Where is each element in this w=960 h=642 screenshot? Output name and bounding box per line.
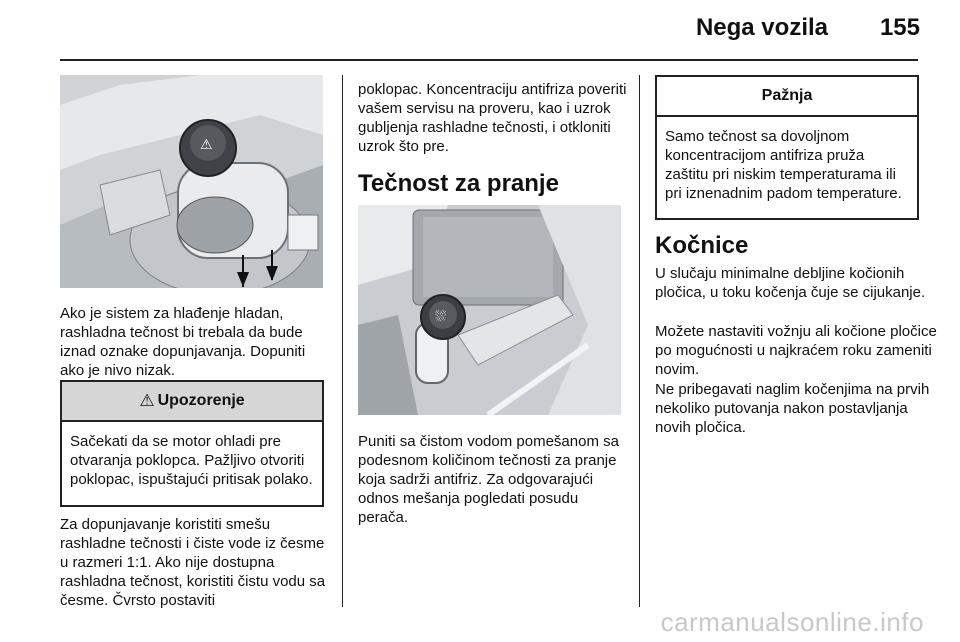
- svg-text:⛆: ⛆: [435, 309, 447, 325]
- warning-box-title: Upozorenje: [157, 392, 245, 409]
- washer-fluid-reservoir-photo: [358, 205, 621, 415]
- coolant-reservoir-photo: [60, 75, 323, 288]
- watermark: carmanualsonline.info: [660, 607, 924, 637]
- brakes-heading: Kočnice: [655, 232, 749, 259]
- note-box-header: [657, 77, 917, 117]
- page-header-title: Nega vozila: [695, 14, 828, 41]
- brake-pad-wear-paragraph: U slučaju minimalne debljine kočionih pločica, u toku kočenja čuje se cijukanje.: [655, 265, 926, 301]
- washer-fluid-paragraph: Puniti sa čistom vodom pomešanom sa podesnom količinom tečnosti za pranje koja sadrži antifriz. Za odgovarajući odnos mešanja pogledati posudu perača.: [358, 433, 619, 526]
- coolant-level-paragraph: Ako je sistem za hlađenje hladan, rashladna tečnost bi trebala da bude iznad oznake dopunjavanja. Dopuniti ako je nivo nizak.: [60, 305, 306, 379]
- brake-pad-replace-paragraph: Možete nastaviti vožnju ali kočione pločice po mogućnosti u najkraćem roku zameniti novim.: [655, 323, 937, 378]
- warning-triangle-icon: ⚠: [139, 391, 155, 410]
- note-box-text: Samo tečnost sa dovoljnom koncentracijom antifriza pruža zaštitu pri niskim temperaturama ili pri iznenadnim padom temperature.: [665, 128, 902, 202]
- header-divider: [60, 59, 918, 61]
- column-divider: [342, 75, 343, 607]
- washer-fluid-heading: Tečnost za pranje: [358, 170, 559, 197]
- page-number: 155: [879, 14, 920, 41]
- coolant-mixing-paragraph: Za dopunjavanje koristiti smešu rashladne tečnosti i čiste vode iz česme u razmeri 1:1. Ako nije dostupna rashladna tečnost, koristiti čistu vodu sa česme. Čvrsto postaviti: [60, 516, 326, 609]
- warning-box: [60, 380, 324, 507]
- new-pads-braking-paragraph: Ne pribegavati naglim kočenjima na prvih nekoliko putovanja nakon postavljanja novih pločica.: [655, 381, 930, 436]
- note-box: [655, 75, 919, 220]
- column-divider: [639, 75, 640, 607]
- note-box-title: Pažnja: [761, 87, 813, 104]
- warning-box-header: [62, 382, 322, 422]
- warning-box-text: Sačekati da se motor ohladi pre otvaranja poklopca. Pažljivo otvoriti poklopac, ispuštajući pritisak polako.: [70, 433, 313, 488]
- antifreeze-check-paragraph: poklopac. Koncentraciju antifriza poveriti vašem servisu na proveru, kao i uzrok gubljenja rashladne tečnosti, i otkloniti uzrok što pre.: [358, 81, 627, 155]
- svg-text:⚠: ⚠: [200, 137, 213, 153]
